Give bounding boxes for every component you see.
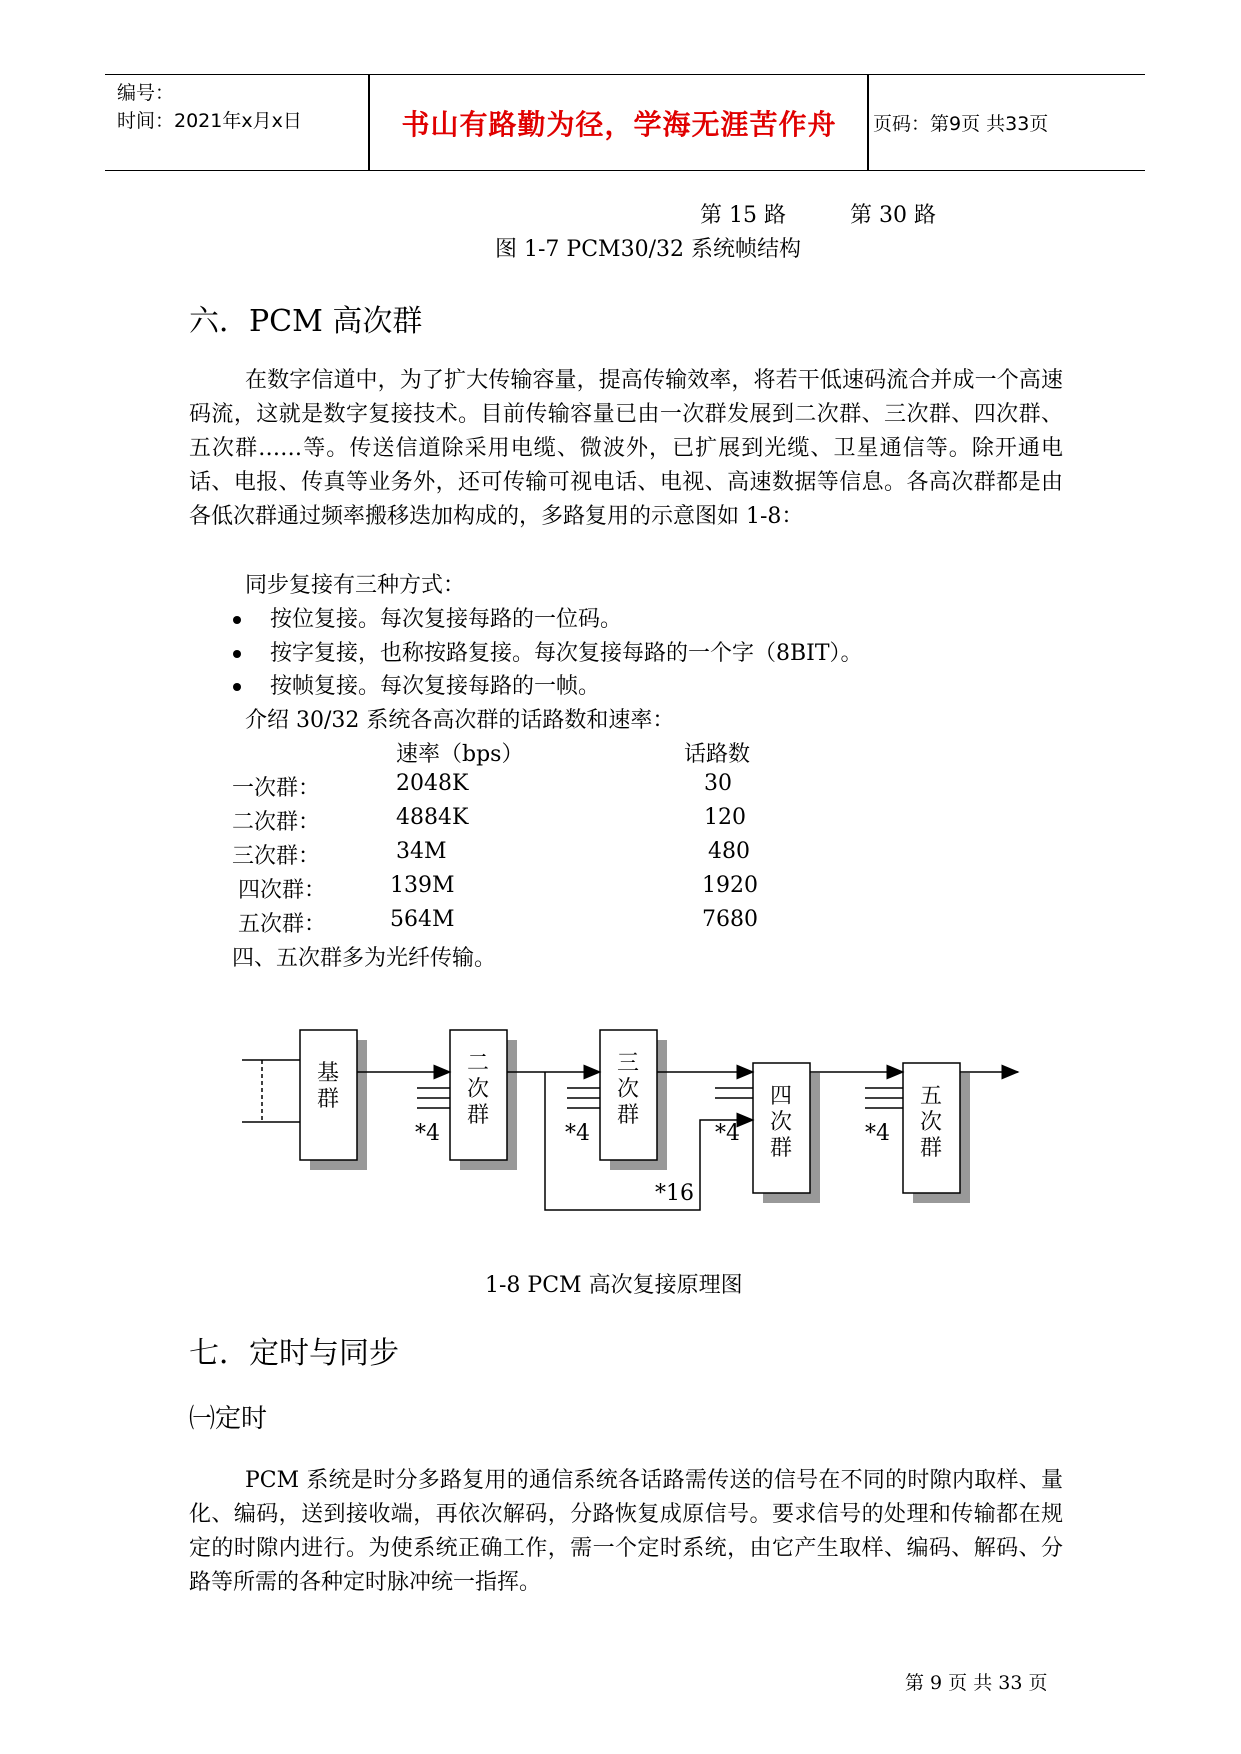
section7-subheading: ㈠定时 [189, 1404, 268, 1434]
multiplier-label: *4 [865, 1121, 890, 1146]
channel-column-header: 话路数 [684, 742, 751, 767]
header-page-number: 页码：第9页 共33页 [873, 113, 1049, 135]
rate-name: 二次群： [232, 810, 321, 835]
section6-heading: 六．PCM 高次群 [189, 304, 423, 339]
multiplex-diagram [0, 1000, 1241, 1240]
time-label: 时间：2021年x月x日 [117, 110, 302, 132]
section7-heading: 七．定时与同步 [189, 1336, 399, 1371]
header-divider [368, 75, 370, 170]
multiplier-label: *4 [715, 1121, 740, 1146]
channel-value: 1920 [702, 873, 758, 898]
bullet-item: 按位复接。每次复接每路的一位码。 [270, 607, 623, 632]
rate-name: 四次群： [238, 878, 327, 903]
rate-name: 五次群： [238, 912, 327, 937]
number-label: 编号： [117, 82, 175, 104]
bullet-item: 按字复接，也称按路复接。每次复接每路的一个字（8BIT）。 [270, 641, 863, 666]
footer-page-number: 第 9 页 共 33 页 [905, 1672, 1048, 1694]
bullet-dot [233, 650, 241, 658]
channel-value: 480 [708, 839, 750, 864]
header-motto: 书山有路勤为径，学海无涯苦作舟 [401, 107, 837, 141]
block-label: 五次群 [919, 1084, 943, 1161]
section7-paragraph: PCM 系统是时分多路复用的通信系统各话路需传送的信号在不同的时隙内取样、量化、编码，送到接收端，再依次解码，分路恢复成原信号。要求信号的处理和传输都在规定的时隙内进行。为使系统正确工作，需一个定时系统，由它产生取样、编码、解码、分路等所需的各种定时脉冲统一指挥。 [189, 1468, 1063, 1595]
bullet-dot [233, 683, 241, 691]
block-label: 四次群 [769, 1084, 793, 1161]
sync-intro: 同步复接有三种方式： [245, 573, 466, 598]
multiplier-label: *4 [415, 1121, 440, 1146]
fiber-note: 四、五次群多为光纤传输。 [232, 946, 497, 971]
rate-name: 一次群： [232, 776, 321, 801]
bullet-item: 按帧复接。每次复接每路的一帧。 [270, 674, 601, 699]
bullet-dot [233, 616, 241, 624]
fig17-label-15: 第 15 路 [700, 203, 786, 228]
fig18-caption: 1-8 PCM 高次复接原理图 [485, 1273, 743, 1298]
block-label: 二次群 [466, 1051, 490, 1128]
rate-value: 139M [390, 873, 455, 898]
block-label: 三次群 [616, 1051, 640, 1128]
fig17-label-30: 第 30 路 [850, 203, 936, 228]
header-divider [867, 75, 869, 170]
block-label: 基群 [316, 1061, 340, 1112]
channel-value: 120 [704, 805, 746, 830]
channel-value: 7680 [702, 907, 758, 932]
rates-intro: 介绍 30/32 系统各高次群的话路数和速率： [245, 708, 675, 733]
rate-value: 34M [396, 839, 447, 864]
header-meta [117, 79, 377, 135]
rate-column-header: 速率（bps） [396, 742, 524, 767]
rate-value: 2048K [396, 771, 469, 796]
page-header [105, 74, 1145, 171]
rate-value: 4884K [396, 805, 469, 830]
channel-value: 30 [704, 771, 732, 796]
bypass-label: *16 [655, 1181, 694, 1206]
rate-name: 三次群： [232, 844, 321, 869]
rate-value: 564M [390, 907, 455, 932]
fig17-caption: 图 1-7 PCM30/32 系统帧结构 [495, 237, 801, 262]
multiplier-label: *4 [565, 1121, 590, 1146]
section6-paragraph: 在数字信道中，为了扩大传输容量，提高传输效率，将若干低速码流合并成一个高速码流，这就是数字复接技术。目前传输容量已由一次群发展到二次群、三次群、四次群、五次群……等。传送信道除采用电缆、微波外，已扩展到光缆、卫星通信等。除开通电话、电报、传真等业务外，还可传输可视电话、电视、高速数据等信息。各高次群都是由各低次群通过频率搬移迭加构成的，多路复用的示意图如 1-8： [189, 368, 1063, 529]
